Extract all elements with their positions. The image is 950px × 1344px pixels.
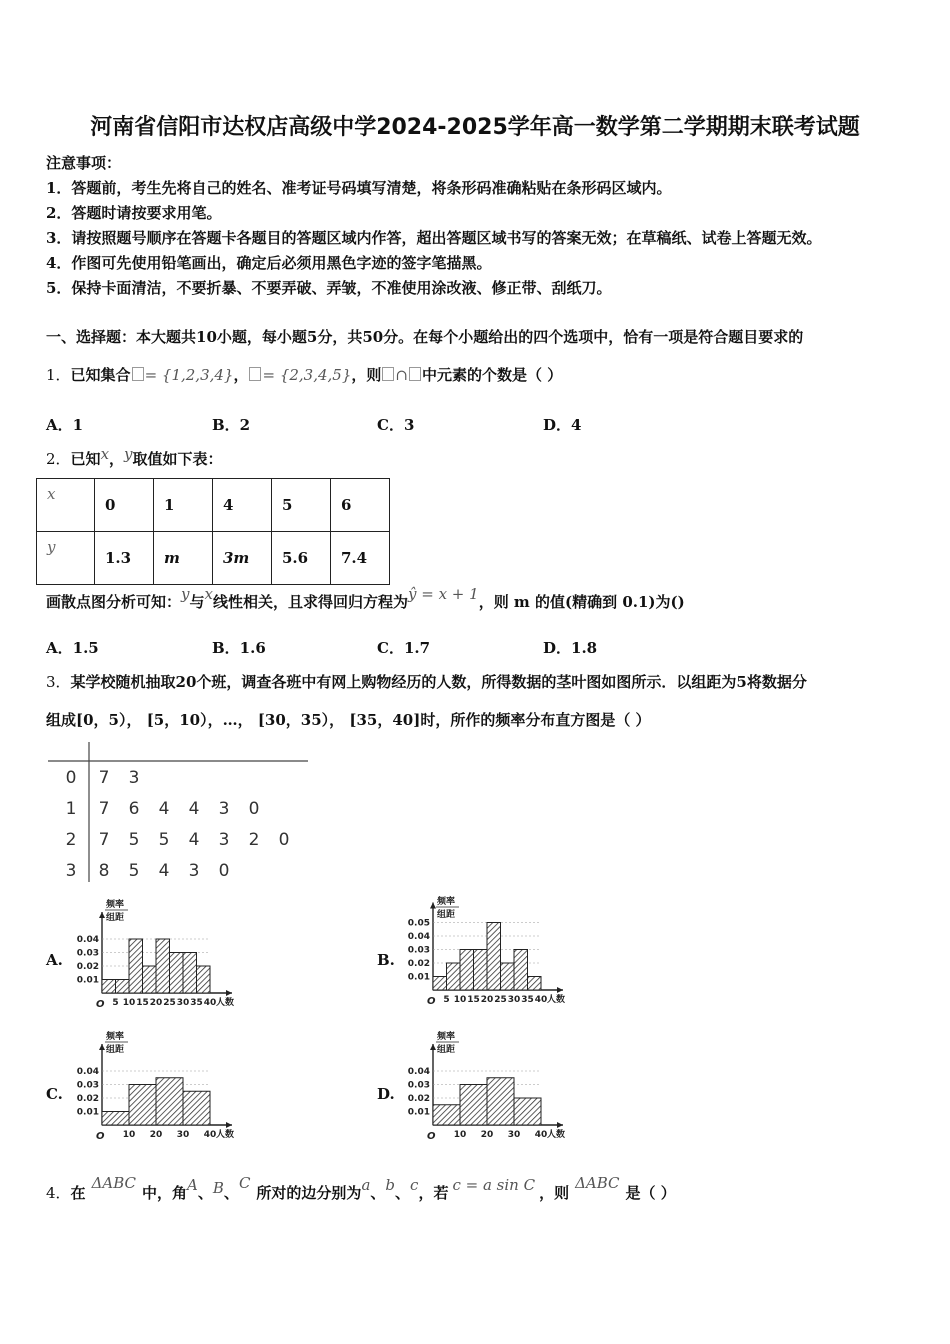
y-tick-label: 0.03 bbox=[407, 1080, 430, 1091]
regression-equation: ŷ = x + 1 bbox=[408, 585, 479, 603]
x-axis-unit: 人数 bbox=[216, 1130, 235, 1140]
q2-text: 与 bbox=[189, 593, 205, 611]
histogram-bar bbox=[487, 1078, 514, 1125]
histogram-bar bbox=[116, 980, 130, 994]
x-tick-label: 30 bbox=[507, 1130, 521, 1140]
q2-text: 已知 bbox=[70, 450, 101, 468]
stem-value: 1 bbox=[65, 799, 77, 819]
y-axis-title-top: 频率 bbox=[437, 897, 456, 907]
q1-num: 1． bbox=[46, 366, 71, 384]
histogram-bar bbox=[501, 963, 515, 990]
x-tick-label: 30 bbox=[176, 998, 190, 1008]
histogram-bar bbox=[183, 1091, 210, 1125]
q1-option-b[interactable]: B．2 bbox=[212, 416, 251, 434]
histogram-bar bbox=[143, 966, 157, 993]
stem-leaf-rows bbox=[66, 768, 290, 881]
q3-num: 3． bbox=[46, 673, 71, 691]
table-cell: 5.6 bbox=[272, 532, 331, 585]
y-tick-label: 0.05 bbox=[407, 918, 430, 929]
leaf-value: 4 bbox=[188, 830, 200, 850]
y-tick-label: 0.04 bbox=[407, 932, 430, 942]
x-axis-unit: 人数 bbox=[547, 995, 566, 1005]
histogram-bar bbox=[129, 939, 143, 993]
q3-text: 某学校随机抽取20个班，调查各班中有网上购物经历的人数，所得数据的茎叶图如图所示．以组距为5将数据分 bbox=[70, 673, 807, 691]
table-cell: 6 bbox=[331, 479, 390, 532]
histogram-bar bbox=[528, 977, 542, 991]
table-header-x: x bbox=[37, 479, 95, 532]
x-axis-arrow bbox=[226, 990, 232, 996]
side-b: b bbox=[385, 1176, 396, 1194]
q3-option-b[interactable]: B. bbox=[377, 951, 395, 969]
histogram-d[interactable] bbox=[401, 1030, 581, 1148]
q2-line2 bbox=[46, 585, 685, 612]
var-y: y bbox=[181, 585, 190, 603]
x-axis-unit: 人数 bbox=[216, 998, 235, 1008]
q2-option-b[interactable]: B．1.6 bbox=[212, 639, 266, 657]
set-placeholder bbox=[382, 367, 394, 381]
table-cell: m bbox=[154, 532, 213, 585]
histogram-bar bbox=[129, 1085, 156, 1126]
x-tick-label: 10 bbox=[453, 1130, 467, 1140]
q2-sep: ， bbox=[109, 450, 125, 468]
y-axis-title-bottom: 组距 bbox=[437, 910, 456, 920]
y-axis-title-top: 频率 bbox=[106, 1032, 125, 1042]
histogram-c[interactable] bbox=[70, 1030, 245, 1148]
histogram-bar bbox=[170, 953, 184, 994]
y-tick-label: 0.04 bbox=[76, 1067, 99, 1077]
x-tick-label: 30 bbox=[507, 995, 521, 1005]
q3-line2: 组成[0，5）， [5，10），…， [30，35）， [35，40]时，所作的频率分布直方图是（ ） bbox=[46, 711, 651, 729]
histogram-bar bbox=[183, 953, 197, 994]
y-axis-arrow bbox=[99, 912, 105, 918]
question-3 bbox=[46, 671, 807, 692]
x-tick-label: 35 bbox=[190, 998, 203, 1008]
question-1 bbox=[46, 364, 562, 385]
q4-text: ，若 bbox=[418, 1184, 449, 1202]
leaf-value: 3 bbox=[218, 799, 230, 819]
x-tick-label: 5 bbox=[112, 998, 119, 1008]
y-tick-label: 0.02 bbox=[407, 959, 430, 969]
y-axis-title-bottom: 组距 bbox=[437, 1045, 456, 1055]
histogram-bar bbox=[460, 950, 474, 991]
q4-sep: 、 bbox=[197, 1184, 213, 1202]
q2-option-d[interactable]: D．1.8 bbox=[543, 639, 598, 657]
q2-text: 线性相关，且求得回归方程为 bbox=[212, 593, 408, 611]
question-4 bbox=[46, 1174, 676, 1203]
leaf-value: 4 bbox=[158, 861, 170, 881]
y-tick-label: 0.02 bbox=[76, 962, 99, 972]
x-tick-label: 40 bbox=[203, 1130, 217, 1140]
leaf-value: 5 bbox=[128, 830, 140, 850]
stem-value: 0 bbox=[65, 768, 77, 788]
q2-num: 2． bbox=[46, 450, 71, 468]
histogram-bar bbox=[474, 950, 488, 991]
leaf-value: 6 bbox=[128, 799, 140, 819]
x-tick-label: 40 bbox=[203, 998, 217, 1008]
y-axis-arrow bbox=[99, 1044, 105, 1050]
x-tick-label: 40 bbox=[534, 995, 548, 1005]
q4-text: 中，角 bbox=[142, 1184, 188, 1202]
y-tick-label: 0.01 bbox=[76, 1107, 99, 1118]
note-item: 2．答题时请按要求用笔。 bbox=[46, 204, 222, 222]
q1-option-c[interactable]: C．3 bbox=[377, 416, 415, 434]
x-tick-label: 10 bbox=[122, 998, 136, 1008]
q3-option-a[interactable]: A. bbox=[46, 951, 63, 969]
q3-option-d[interactable]: D. bbox=[377, 1085, 395, 1103]
page-title: 河南省信阳市达权店高级中学2024-2025学年高一数学第二学期期末联考试题 bbox=[90, 115, 860, 140]
q4-text: ，则 bbox=[539, 1184, 570, 1202]
q3-option-c[interactable]: C. bbox=[46, 1085, 63, 1103]
set-b: = {2,3,4,5} bbox=[262, 366, 352, 384]
histogram-bar bbox=[447, 963, 461, 990]
q2-text: 取值如下表： bbox=[132, 450, 223, 468]
histogram-a[interactable] bbox=[70, 898, 245, 1013]
var-x: x bbox=[204, 585, 213, 603]
angle-c: C bbox=[238, 1174, 251, 1192]
q2-text: 画散点图分析可知： bbox=[46, 593, 182, 611]
table-cell: 1.3 bbox=[95, 532, 154, 585]
q4-text: 所对的边分别为 bbox=[256, 1184, 362, 1202]
histogram-bar bbox=[102, 1112, 129, 1126]
x-axis-arrow bbox=[226, 1122, 232, 1128]
section-heading: 一、选择题：本大题共10小题，每小题5分，共50分。在每个小题给出的四个选项中，恰有一项是符合题目要求的 bbox=[46, 328, 804, 346]
x-tick-label: 25 bbox=[494, 995, 507, 1005]
q4-sep: 、 bbox=[395, 1184, 411, 1202]
q4-sep: 、 bbox=[223, 1184, 239, 1202]
histogram-bar bbox=[460, 1085, 487, 1126]
y-tick-label: 0.03 bbox=[76, 948, 99, 959]
x-tick-label: 10 bbox=[122, 1130, 136, 1140]
table-cell: 0 bbox=[95, 479, 154, 532]
stem-value: 2 bbox=[65, 830, 77, 850]
x-axis-arrow bbox=[557, 1122, 563, 1128]
histogram-bar bbox=[156, 1078, 183, 1125]
note-item: 1．答题前，考生先将自己的姓名、准考证号码填写清楚，将条形码准确粘贴在条形码区域内。 bbox=[46, 179, 672, 197]
angle-a: A bbox=[187, 1176, 198, 1194]
leaf-value: 7 bbox=[98, 768, 110, 788]
q4-num: 4． bbox=[46, 1184, 71, 1202]
y-tick-label: 0.03 bbox=[407, 945, 430, 956]
table-header-y: y bbox=[37, 532, 95, 585]
x-tick-label: 15 bbox=[467, 995, 480, 1005]
y-axis-title-top: 频率 bbox=[106, 900, 125, 910]
q1-text: ，则 bbox=[351, 366, 382, 384]
q1-option-a[interactable]: A．1 bbox=[46, 416, 84, 434]
table-cell: 3m bbox=[213, 532, 272, 585]
x-tick-label: 20 bbox=[480, 995, 494, 1005]
note-item: 3．请按照题号顺序在答题卡各题目的答题区域内作答，超出答题区域书写的答案无效；在草稿纸、试卷上答题无效。 bbox=[46, 229, 822, 247]
histogram-bar bbox=[433, 977, 447, 991]
triangle-abc: ΔABC bbox=[91, 1174, 137, 1192]
y-tick-label: 0.04 bbox=[76, 935, 99, 945]
table-cell: 4 bbox=[213, 479, 272, 532]
y-tick-label: 0.02 bbox=[76, 1094, 99, 1104]
histogram-bar bbox=[156, 939, 170, 993]
intersection-symbol: ∩ bbox=[395, 366, 408, 384]
x-tick-label: 10 bbox=[453, 995, 467, 1005]
notes-heading: 注意事项： bbox=[46, 154, 122, 172]
leaf-value: 7 bbox=[98, 799, 110, 819]
x-tick-label: 15 bbox=[136, 998, 149, 1008]
q1-text: 中元素的个数是（ ） bbox=[421, 366, 563, 384]
condition-equation: c = a sin C bbox=[452, 1176, 536, 1194]
x-tick-label: 20 bbox=[480, 1130, 494, 1140]
leaf-value: 4 bbox=[158, 799, 170, 819]
note-item: 5．保持卡面清洁，不要折暴、不要弄破、弄皱，不准使用涂改液、修正带、刮纸刀。 bbox=[46, 279, 612, 297]
q1-comma: ， bbox=[233, 366, 249, 384]
origin-label: O bbox=[96, 1131, 105, 1142]
note-item: 4．作图可先使用铅笔画出，确定后必须用黑色字迹的签字笔描黑。 bbox=[46, 254, 492, 272]
xy-table bbox=[36, 478, 390, 585]
x-tick-label: 35 bbox=[521, 995, 534, 1005]
x-tick-label: 40 bbox=[534, 1130, 548, 1140]
histogram-bar bbox=[197, 966, 211, 993]
q2-option-c[interactable]: C．1.7 bbox=[377, 639, 431, 657]
q2-option-a[interactable]: A．1.5 bbox=[46, 639, 99, 657]
y-tick-label: 0.01 bbox=[407, 972, 430, 983]
leaf-value: 0 bbox=[218, 861, 230, 881]
y-axis-arrow bbox=[430, 903, 436, 909]
leaf-value: 0 bbox=[278, 830, 290, 850]
table-row bbox=[37, 479, 390, 532]
x-tick-label: 30 bbox=[176, 1130, 190, 1140]
x-axis-unit: 人数 bbox=[547, 1130, 566, 1140]
leaf-value: 3 bbox=[128, 768, 140, 788]
q4-text: 在 bbox=[70, 1184, 86, 1202]
triangle-abc: ΔABC bbox=[575, 1174, 620, 1192]
histogram-bar bbox=[487, 923, 501, 991]
origin-label: O bbox=[427, 996, 436, 1007]
origin-label: O bbox=[427, 1131, 436, 1142]
y-axis-title-top: 频率 bbox=[437, 1032, 456, 1042]
y-axis-title-bottom: 组距 bbox=[106, 913, 125, 923]
x-tick-label: 20 bbox=[149, 1130, 163, 1140]
question-2 bbox=[46, 445, 223, 469]
histogram-bar bbox=[514, 1098, 541, 1125]
histogram-bar bbox=[514, 950, 528, 991]
q4-sep: 、 bbox=[370, 1184, 386, 1202]
q4-text: 是（ ） bbox=[625, 1184, 676, 1202]
leaf-value: 7 bbox=[98, 830, 110, 850]
set-b-placeholder bbox=[249, 367, 261, 381]
set-a-placeholder bbox=[132, 367, 144, 381]
leaf-value: 3 bbox=[218, 830, 230, 850]
origin-label: O bbox=[96, 999, 105, 1010]
angle-b: B bbox=[212, 1179, 224, 1197]
q2-text: ，则 m 的值(精确到 0.1)为() bbox=[478, 593, 685, 611]
table-cell: 1 bbox=[154, 479, 213, 532]
q1-text: 已知集合 bbox=[70, 366, 131, 384]
var-x: x bbox=[100, 445, 110, 463]
leaf-value: 8 bbox=[98, 861, 110, 881]
histogram-bar bbox=[433, 1105, 460, 1125]
leaf-value: 5 bbox=[158, 830, 170, 850]
x-tick-label: 20 bbox=[149, 998, 163, 1008]
y-axis-arrow bbox=[430, 1044, 436, 1050]
x-axis-arrow bbox=[557, 987, 563, 993]
y-tick-label: 0.04 bbox=[407, 1067, 430, 1077]
leaf-value: 2 bbox=[248, 830, 260, 850]
table-row bbox=[37, 532, 390, 585]
x-tick-label: 5 bbox=[443, 995, 450, 1005]
y-tick-label: 0.01 bbox=[76, 975, 99, 986]
x-tick-label: 25 bbox=[163, 998, 176, 1008]
y-axis-title-bottom: 组距 bbox=[106, 1045, 125, 1055]
side-c: c bbox=[410, 1176, 419, 1194]
table-cell: 5 bbox=[272, 479, 331, 532]
histogram-b[interactable] bbox=[401, 895, 581, 1013]
leaf-value: 4 bbox=[188, 799, 200, 819]
side-a: a bbox=[361, 1176, 371, 1194]
stem-leaf-plot bbox=[46, 740, 310, 885]
table-cell: 7.4 bbox=[331, 532, 390, 585]
leaf-value: 0 bbox=[248, 799, 260, 819]
set-placeholder bbox=[409, 367, 421, 381]
leaf-value: 3 bbox=[188, 861, 200, 881]
y-tick-label: 0.01 bbox=[407, 1107, 430, 1118]
q1-option-d[interactable]: D．4 bbox=[543, 416, 582, 434]
set-a: = {1,2,3,4} bbox=[144, 366, 234, 384]
histogram-bar bbox=[102, 980, 116, 994]
y-tick-label: 0.03 bbox=[76, 1080, 99, 1091]
var-y: y bbox=[124, 445, 133, 463]
stem-value: 3 bbox=[65, 861, 77, 881]
y-tick-label: 0.02 bbox=[407, 1094, 430, 1104]
leaf-value: 5 bbox=[128, 861, 140, 881]
